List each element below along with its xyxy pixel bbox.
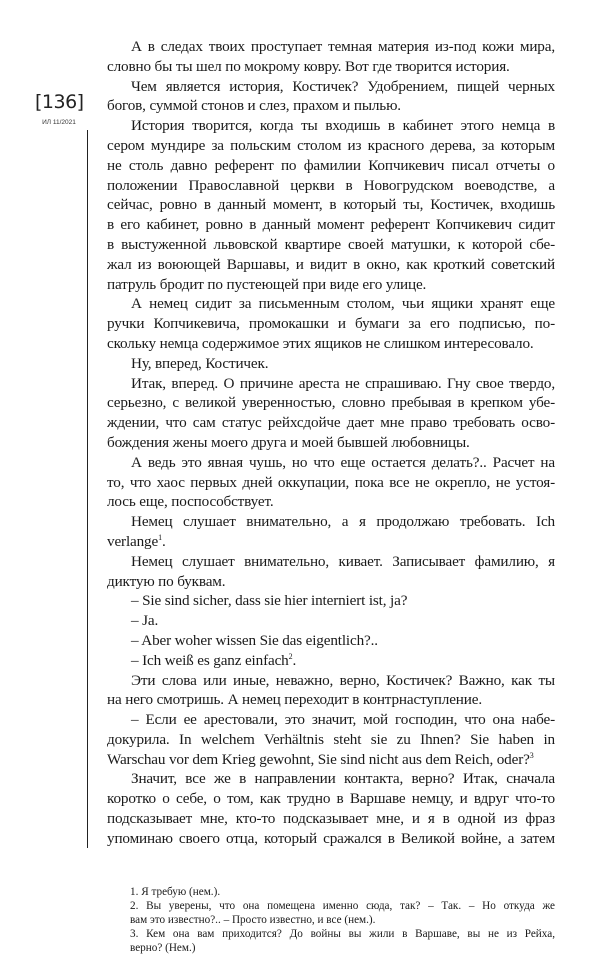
line-text: коротко о себе, о том, как трудно в Варшаве немцу, и вдруг что-то [107, 790, 555, 808]
text-line [107, 829, 555, 849]
text-line [107, 492, 555, 512]
text-line [107, 294, 555, 314]
line-text: сером мундире за польским столом из красного дерева, за которым [107, 136, 555, 154]
text-line [107, 116, 555, 136]
text-line [107, 37, 555, 57]
paragraph [107, 512, 555, 552]
line-text: вам это известно?.. – Просто известно, и все (нем.). [130, 913, 376, 926]
line-text: А немец сидит за письменным столом, чьи ящики хранят еще [131, 295, 555, 313]
text-line [107, 413, 555, 433]
footnote [130, 885, 555, 899]
text-line [107, 750, 555, 770]
line-text: то, что хаос первых дней оккупации, пока все не окрепло, не устоя- [107, 473, 555, 491]
line-text: докурила. In welchem Verhältnis steht sie zu Ihnen? Sie haben in [107, 730, 555, 748]
text-line [107, 215, 555, 235]
text-line [130, 885, 555, 899]
line-text: ручки Копчикевича, промокашки и бумаги за его подписью, по- [107, 315, 555, 333]
line-text: – Если ее арестовали, это значит, мой господин, что она набе- [131, 711, 555, 729]
text-column [107, 37, 555, 955]
line-text: – Ich weiß es ganz einfach [131, 651, 289, 669]
line-text: Чем является история, Костичек? Удобрением, пищей черных [131, 77, 555, 95]
text-line [107, 591, 555, 611]
paragraph [107, 374, 555, 453]
text-line [107, 136, 555, 156]
text-line [130, 927, 555, 941]
line-text: словно бы ты шел по мокрому ковру. Вот где творится история. [107, 57, 510, 75]
paragraph [107, 631, 555, 651]
text-line [107, 631, 555, 651]
text-line [107, 710, 555, 730]
line-text: патруль бродит по пустеющей при виде его улице. [107, 275, 427, 293]
line-text: положении Православной церкви в Новогрудском воеводстве, а [107, 176, 555, 194]
line-text: 2. Вы уверены, что она помещена именно сюда, так? – Так. – Но откуда же [130, 899, 555, 912]
line-tail: . [161, 532, 166, 550]
text-line [107, 552, 555, 572]
line-text: бождения жены моего друга и моей бывшей любовницы. [107, 433, 470, 451]
line-text: не столь давно референт по фамилии Копчикевич писал отчеты о [107, 156, 555, 174]
paragraph [107, 671, 555, 711]
line-text: Итак, вперед. О причине ареста не спрашиваю. Гну свое твердо, [131, 374, 555, 392]
paragraph [107, 611, 555, 631]
line-text: сейчас, ровно в данный момент, в который ты, Костичек, входишь [107, 196, 555, 214]
text-line [130, 941, 555, 955]
line-text: – Ja. [131, 612, 159, 630]
line-text: – Aber woher wissen Sie das eigentlich?.. [131, 631, 378, 649]
text-line [107, 393, 555, 413]
text-line [107, 57, 555, 77]
text-line [107, 374, 555, 394]
line-tail: . [292, 651, 297, 669]
line-text: 3. Кем она вам приходится? До войны вы жили в Варшаве, вы не из Рейха, [130, 927, 555, 940]
text-line [107, 512, 555, 532]
text-line [107, 809, 555, 829]
paragraph [107, 710, 555, 769]
line-text: Warschau vor dem Krieg gewohnt, Sie sind nicht aus dem Reich, oder? [107, 750, 530, 768]
text-line [107, 651, 555, 671]
line-text: лось еще, поспособствует. [107, 493, 274, 511]
line-text: Эти слова или иные, неважно, верно, Костичек? Важно, как ты [131, 671, 555, 689]
issue-label: ИЛ 11/2021 [42, 119, 76, 126]
line-text: подсказывает мне, кто-то подсказывает мне, и я в одной из фраз [107, 810, 555, 828]
footnotes [130, 885, 555, 955]
text-line [107, 611, 555, 631]
text-line [130, 899, 555, 913]
text-line [107, 789, 555, 809]
line-text: на него смотришь. А немец переходит в контрнаступление. [107, 691, 482, 709]
footnote-ref[interactable]: 2 [288, 651, 293, 661]
text-line [130, 913, 555, 927]
line-text: Немец слушает внимательно, кивает. Записывает фамилию, я [131, 552, 555, 570]
text-line [107, 314, 555, 334]
text-line [107, 769, 555, 789]
text-line [107, 433, 555, 453]
text-line [107, 730, 555, 750]
paragraph [107, 77, 555, 117]
line-text: верно? (Нем.) [130, 941, 196, 954]
line-text: богов, суммой стонов и слез, прахом и пылью. [107, 97, 401, 115]
body-text [107, 37, 555, 849]
text-line [107, 195, 555, 215]
margin-rule [87, 130, 88, 848]
paragraph [107, 591, 555, 611]
line-text: диктую по буквам. [107, 572, 226, 590]
paragraph [107, 552, 555, 592]
paragraph [107, 453, 555, 512]
line-text: А ведь это явная чушь, но что еще остается делать?.. Расчет на [131, 453, 555, 471]
line-text: История творится, когда ты входишь в кабинет этого немца в [131, 117, 555, 135]
line-text: А в следах твоих проступает темная материя из-под кожи мира, [131, 38, 555, 55]
page-number: [136] [35, 91, 84, 113]
text-line [107, 255, 555, 275]
line-text: в выстуженной львовской квартире своей матушки, к которой сбе- [107, 235, 555, 253]
line-text: Ну, вперед, Костичек. [131, 354, 269, 372]
text-line [107, 453, 555, 473]
text-line [107, 690, 555, 710]
paragraph [107, 354, 555, 374]
paragraph [107, 116, 555, 294]
line-text: серьезно, с великой уверенностью, словно пребывая в крепком убе- [107, 394, 555, 412]
text-line [107, 77, 555, 97]
line-text: ждении, что сам статус рейхсдойче дает мне право требовать осво- [107, 414, 555, 432]
text-line [107, 354, 555, 374]
text-line [107, 572, 555, 592]
text-line [107, 235, 555, 255]
line-text: скольку немца содержимое этих ящиков не слишком интересовало. [107, 334, 534, 352]
text-line [107, 334, 555, 354]
footnote [130, 899, 555, 927]
line-text: в его кабинет, ровно в данный момент референт Копчикевич сидит [107, 216, 555, 234]
line-text: Значит, все же в направлении контакта, верно? Итак, сначала [131, 770, 555, 788]
line-text: Немец слушает внимательно, а я продолжаю требовать. Ich [131, 513, 555, 531]
text-line [107, 156, 555, 176]
text-line [107, 275, 555, 295]
line-text: жал из воюющей Варшавы, и видит в окно, как кроткий советский [107, 255, 555, 273]
paragraph [107, 769, 555, 848]
text-line [107, 176, 555, 196]
paragraph [107, 651, 555, 671]
text-line [107, 96, 555, 116]
line-text: упоминаю своего отца, который сражался в Великой войне, а затем [107, 829, 555, 847]
text-line [107, 532, 555, 552]
text-line [107, 671, 555, 691]
line-text: – Sie sind sicher, dass sie hier interniert ist, ja? [131, 592, 408, 610]
line-text: verlange [107, 532, 159, 550]
line-text: 1. Я требую (нем.). [130, 885, 221, 898]
footnote-ref[interactable]: 1 [158, 532, 162, 542]
paragraph [107, 294, 555, 353]
paragraph [107, 37, 555, 77]
footnote-ref[interactable]: 3 [529, 750, 534, 760]
text-line [107, 473, 555, 493]
footnote [130, 927, 555, 955]
